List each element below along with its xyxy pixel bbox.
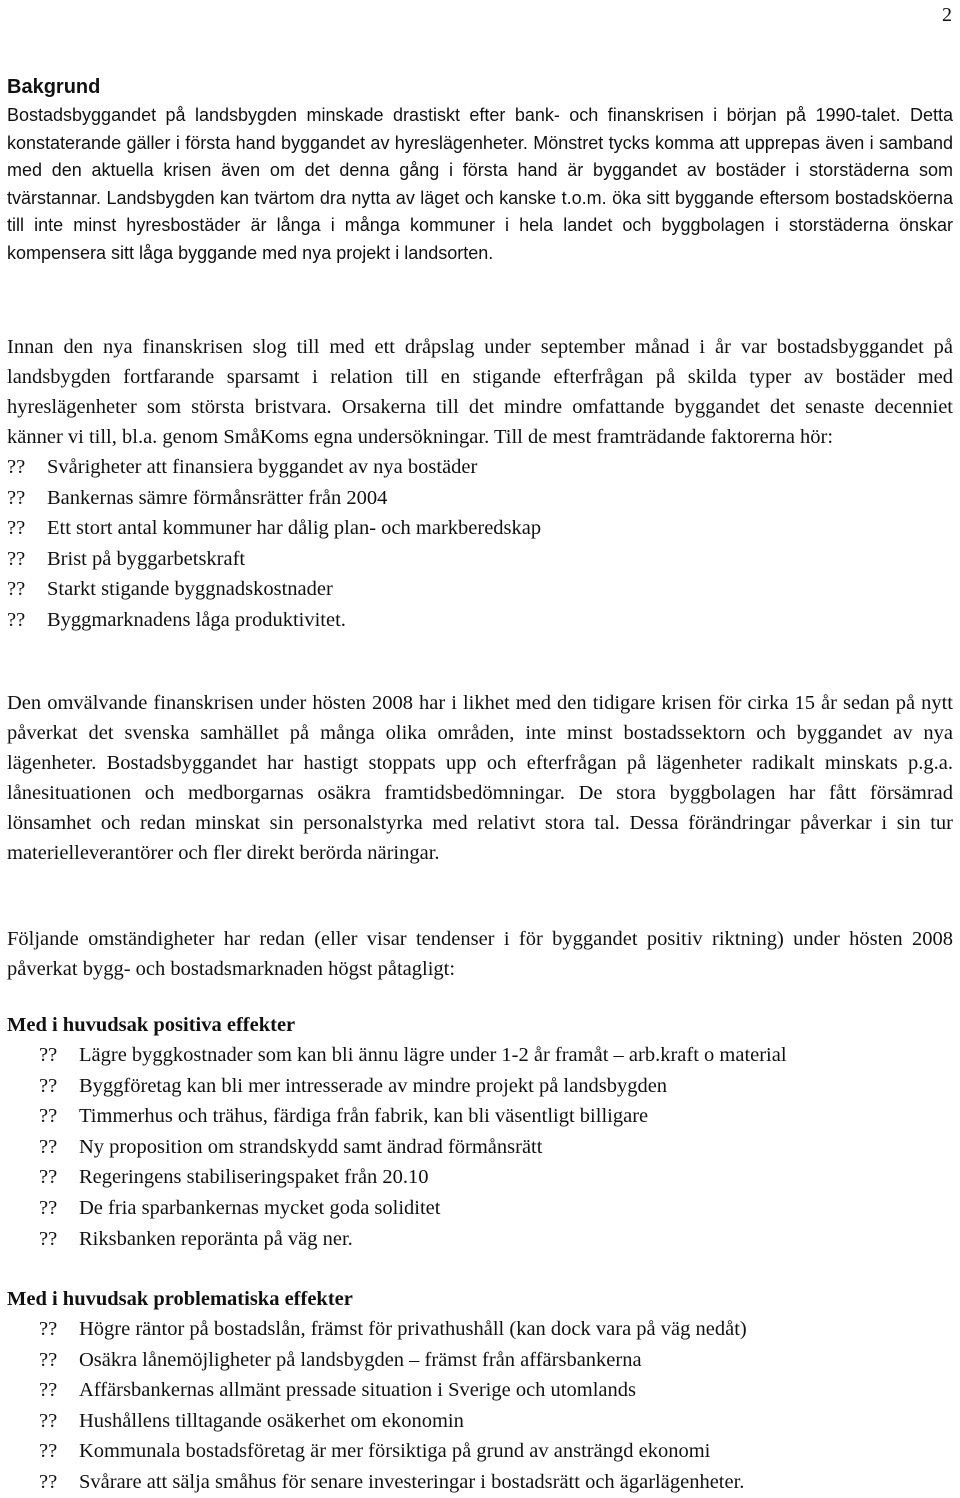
before-crisis-paragraph: Innan den nya finanskrisen slog till med ett dråpslag under september månad i år var bostadsbyggandet på landsbygden fortfarande sparsamt i relation till en stigande efterfrågan på skilda typer av bostäder med hyreslägenheter som största bristvara. Orsakerna till det mindre omfattande byggandet det senaste decenniet känner vi till, bl.a. genom SmåKoms egna undersökningar. Till de mest framträdande faktorerna hör: (7, 336, 953, 448)
bullet-marker: ?? (39, 1074, 58, 1097)
list-item-text: Regeringens stabiliseringspaket från 20.10 (79, 1166, 429, 1189)
list-item (39, 1314, 953, 1345)
negative-effects-list (7, 1314, 953, 1498)
list-item (39, 1345, 953, 1376)
list-item-text: Svårigheter att finansiera byggandet av nya bostäder (47, 456, 478, 478)
list-item (39, 1224, 953, 1255)
list-item-text: Byggmarknadens låga produktivitet. (47, 608, 346, 631)
list-item (39, 1467, 953, 1498)
list-item (39, 1193, 953, 1224)
bullet-marker: ?? (7, 517, 26, 540)
negative-effects-section (7, 1284, 953, 1498)
list-item (39, 1132, 953, 1163)
bullet-marker: ?? (39, 1227, 58, 1250)
bullet-marker: ?? (7, 578, 26, 601)
positive-effects-section (7, 1010, 953, 1254)
list-item-text: Affärsbankernas allmänt pressade situation i Sverige och utomlands (79, 1379, 636, 1402)
bullet-marker: ?? (39, 1318, 58, 1340)
list-item (39, 1101, 953, 1132)
list-item (7, 483, 953, 514)
bullet-marker: ?? (7, 547, 26, 570)
bullet-marker: ?? (39, 1105, 58, 1128)
bullet-marker: ?? (39, 1135, 58, 1158)
bullet-marker: ?? (7, 456, 26, 478)
list-item (7, 452, 953, 483)
background-section (7, 72, 953, 268)
list-item-text: Timmerhus och trähus, färdiga från fabrik, kan bli väsentligt billigare (79, 1105, 649, 1128)
negative-effects-heading: Med i huvudsak problematiska effekter (7, 1288, 353, 1310)
bullet-marker: ?? (7, 608, 26, 631)
bullet-marker: ?? (39, 1470, 58, 1493)
bullet-marker: ?? (39, 1379, 58, 1402)
circumstances-section (7, 924, 953, 984)
list-item (39, 1162, 953, 1193)
positive-effects-heading: Med i huvudsak positiva effekter (7, 1014, 296, 1036)
bullet-marker: ?? (39, 1348, 58, 1371)
crisis-paragraph: Den omvälvande finanskrisen under hösten 2008 har i likhet med den tidigare krisen för cirka 15 år sedan på nytt påverkat det svenska samhället på många olika områden, inte minst bostadssektorn och byggandet av nya lägenheter. Bostadsbyggandet har hastigt stoppats upp och efterfrågan på lägenheter radikalt minskats p.g.a. lånesituationen och medborgarnas osäkra framtidsbedömningar. De stora byggbolagen har fått försämrad lönsamhet och redan minskat sin personalstyrka med relativt stora tal. Dessa förändringar påverkar i sin tur materielleverantörer och fler direkt berörda näringar. (7, 692, 953, 864)
bullet-marker: ?? (39, 1196, 58, 1219)
list-item-text: De fria sparbankernas mycket goda soliditet (79, 1196, 441, 1219)
list-item (7, 605, 953, 636)
list-item-text: Hushållens tilltagande osäkerhet om ekonomin (79, 1409, 464, 1432)
list-item-text: Bankernas sämre förmånsrätter från 2004 (47, 486, 388, 509)
list-item-text: Riksbanken reporänta på väg ner. (79, 1227, 353, 1250)
bullet-marker: ?? (39, 1166, 58, 1189)
list-item-text: Kommunala bostadsföretag är mer försiktiga på grund av ansträngd ekonomi (79, 1440, 711, 1463)
list-item (7, 574, 953, 605)
list-item (39, 1406, 953, 1437)
list-item-text: Byggföretag kan bli mer intresserade av mindre projekt på landsbygden (79, 1074, 668, 1097)
list-item-text: Lägre byggkostnader som kan bli ännu lägre under 1-2 år framåt – arb.kraft o material (79, 1044, 787, 1066)
list-item-text: Starkt stigande byggnadskostnader (47, 578, 333, 601)
positive-effects-list (7, 1040, 953, 1254)
list-item (39, 1071, 953, 1102)
list-item-text: Svårare att sälja småhus för senare investeringar i bostadsrätt och ägarlägenheter. (79, 1470, 745, 1493)
background-paragraph: Bostadsbyggandet på landsbygden minskade drastiskt efter bank- och finanskrisen i början på 1990-talet. Detta konstaterande gäller i första hand byggandet av hyreslägenheter. Mönstret tycks komma att upprepas även i samband med den aktuella krisen även om det denna gång i första hand är byggandet av bostäder i storstäderna som tvärstannar. Landsbygden kan tvärtom dra nytta av läget och kanske t.o.m. öka sitt byggande eftersom bostadsköerna till inte minst hyresbostäder är långa i många kommuner i hela landet och byggbolagen i storstäderna önskar kompensera sitt låga byggande med nya projekt i landsorten. (7, 105, 953, 263)
list-item-text: Högre räntor på bostadslån, främst för privathushåll (kan dock vara på väg nedåt) (79, 1318, 747, 1340)
list-item-text: Ny proposition om strandskydd samt ändrad förmånsrätt (79, 1135, 543, 1158)
section-heading: Bakgrund (7, 76, 101, 98)
factor-list (7, 452, 953, 636)
bullet-marker: ?? (7, 486, 26, 509)
list-item-text: Osäkra lånemöjligheter på landsbygden – främst från affärsbankerna (79, 1348, 642, 1371)
crisis-section (7, 688, 953, 868)
bullet-marker: ?? (39, 1440, 58, 1463)
list-item (7, 513, 953, 544)
list-item-text: Brist på byggarbetskraft (47, 547, 246, 570)
page-number: 2 (942, 4, 952, 26)
bullet-marker: ?? (39, 1044, 58, 1066)
list-item-text: Ett stort antal kommuner har dålig plan- och markberedskap (47, 517, 542, 540)
list-item (39, 1040, 953, 1071)
list-item (39, 1436, 953, 1467)
list-item (7, 544, 953, 575)
bullet-marker: ?? (39, 1409, 58, 1432)
circumstances-paragraph: Följande omständigheter har redan (eller visar tendenser i för byggandet positiv riktning) under hösten 2008 påverkat bygg- och bostadsmarknaden högst påtagligt: (7, 928, 953, 980)
before-crisis-section (7, 332, 953, 636)
list-item (39, 1375, 953, 1406)
